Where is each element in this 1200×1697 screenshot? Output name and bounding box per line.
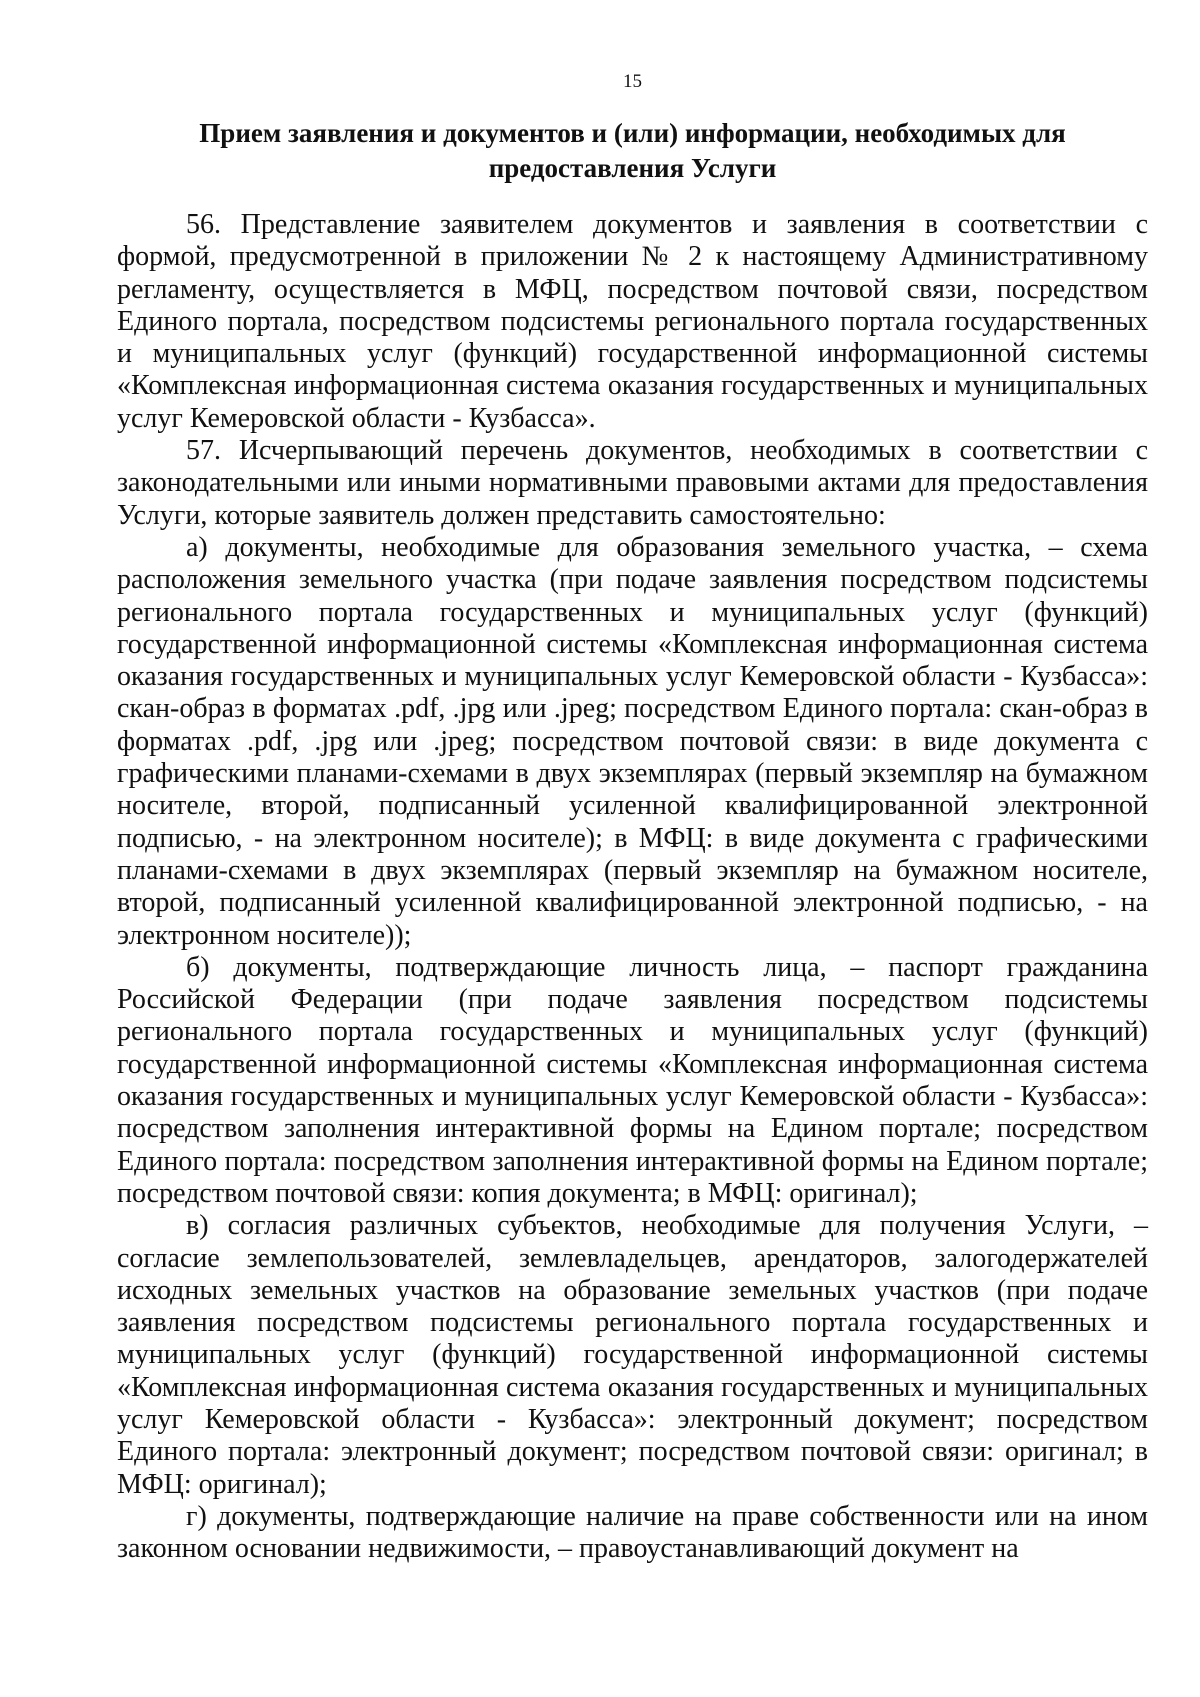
document-page <box>117 70 1148 1565</box>
paragraph-56: 56. Представление заявителем документов и заявления в соответствии с формой, предусмотренной в приложении № 2 к настоящему Административному регламенту, осуществляется в МФЦ, посредством почтовой связи, посредством Единого портала, посредством подсистемы регионального портала государственных и муниципальных услуг (функций) государственной информационной системы «Комплексная информационная система оказания государственных и муниципальных услуг Кемеровской области - Кузбасса». <box>117 209 1148 434</box>
paragraph-57-item-g: г) документы, подтверждающие наличие на праве собственности или на ином законном основании недвижимости, – правоустанавливающий документ на <box>117 1500 1148 1565</box>
page-number: 15 <box>623 71 642 92</box>
section-heading: Прием заявления и документов и (или) информации, необходимых для предоставления Услуги <box>199 118 1066 183</box>
paragraph-57-item-b: б) документы, подтверждающие личность лица, – паспорт гражданина Российской Федерации (при подаче заявления посредством подсистемы регионального портала государственных и муниципальных услуг (функций) государственной информационной системы «Комплексная информационная система оказания государственных и муниципальных услуг Кемеровской области - Кузбасса»: посредством заполнения интерактивной формы на Едином портале; посредством Единого портала: посредством заполнения интерактивной формы на Едином портале; посредством почтовой связи: копия документа; в МФЦ: оригинал); <box>117 951 1148 1209</box>
paragraph-57-item-v: в) согласия различных субъектов, необходимые для получения Услуги, – согласие землепользователей, землевладельцев, арендаторов, залогодержателей исходных земельных участков на образование земельных участков (при подаче заявления посредством подсистемы регионального портала государственных и муниципальных услуг (функций) государственной информационной системы «Комплексная информационная система оказания государственных и муниципальных услуг Кемеровской области - Кузбасса»: электронный документ; посредством Единого портала: электронный документ; посредством почтовой связи: оригинал; в МФЦ: оригинал); <box>117 1210 1148 1500</box>
paragraph-57-item-a: а) документы, необходимые для образования земельного участка, – схема расположения земельного участка (при подаче заявления посредством подсистемы регионального портала государственных и муниципальных услуг (функций) государственной информационной системы «Комплексная информационная система оказания государственных и муниципальных услуг Кемеровской области - Кузбасса»: скан-образ в форматах .pdf, .jpg или .jpeg; посредством Единого портала: скан-образ в форматах .pdf, .jpg или .jpeg; посредством почтовой связи: в виде документа с графическими планами-схемами в двух экземплярах (первый экземпляр на бумажном носителе, второй, подписанный усиленной квалифицированной электронной подписью, - на электронном носителе); в МФЦ: в виде документа с графическими планами-схемами в двух экземплярах (первый экземпляр на бумажном носителе, второй, подписанный усиленной квалифицированной электронной подписью, - на электронном носителе)); <box>117 531 1148 951</box>
paragraph-57: 57. Исчерпывающий перечень документов, необходимых в соответствии с законодательными или иными нормативными правовыми актами для предоставления Услуги, которые заявитель должен представить самостоятельно: <box>117 435 1148 531</box>
document-body <box>117 209 1148 1565</box>
